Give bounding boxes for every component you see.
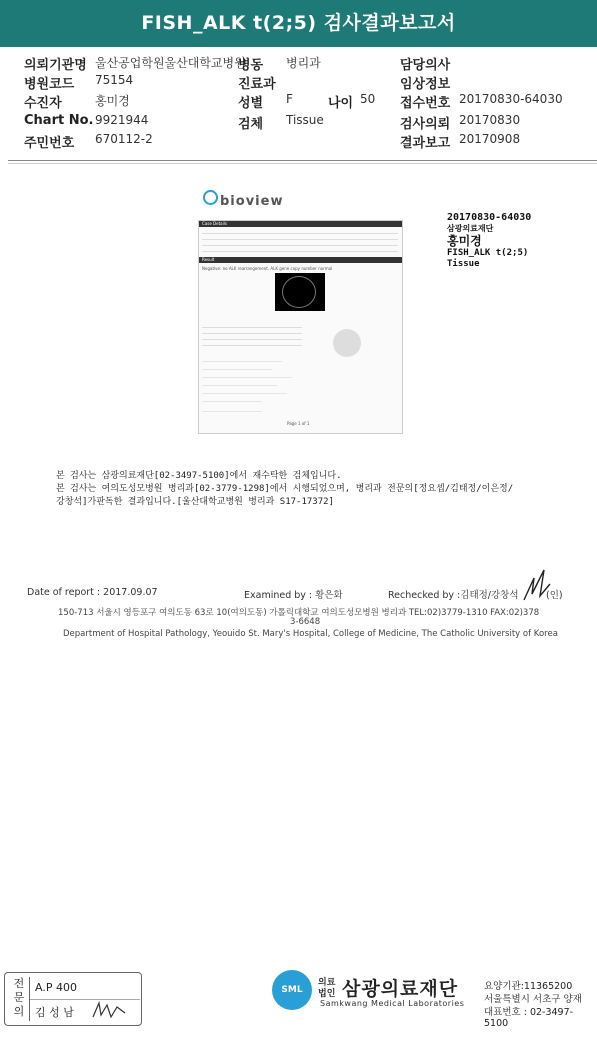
info-row — [0, 92, 597, 111]
label-chart-no: Chart No. — [24, 113, 94, 128]
label-sex: 성별 — [238, 96, 264, 111]
lab-department: Department of Hospital Pathology, Yeouido St. Mary's Hospital, College of Medicine, The Catholic University of Korea — [63, 629, 558, 639]
organization-name: 삼광의료재단 — [342, 978, 459, 1000]
bioview-logo-text: bioview — [220, 194, 284, 209]
info-row — [0, 113, 597, 132]
footer — [0, 968, 597, 1038]
label-physician: 담당의사 — [400, 58, 451, 73]
sml-logo: SML — [272, 970, 312, 1010]
report-rule — [202, 385, 277, 386]
specialist-license: A.P 400 — [35, 981, 77, 994]
label-accession-no: 접수번호 — [400, 96, 451, 111]
value-request-date: 20170830 — [459, 113, 521, 127]
stamp-test-name: FISH_ALK t(2;5) — [447, 248, 529, 258]
report-rule — [202, 333, 302, 334]
lab-address: 150-713 서울시 영등포구 여의도동 63로 10(여의도동) 가톨릭대학교 여의도성모병원 병리과 TEL:02)3779-1310 FAX:02)378 — [58, 608, 540, 618]
report-rule — [202, 361, 282, 362]
label-specimen: 검체 — [238, 117, 264, 132]
value-referring-institution: 울산공업학원울산대학교병원 — [95, 56, 246, 70]
report-result-text: Negative: no ALK rearrangement. ALK gene copy number normal — [202, 266, 333, 271]
specialist-label-char: 문 — [13, 991, 25, 1004]
value-patient: 홍미경 — [95, 94, 130, 108]
report-rule — [202, 345, 302, 346]
label-referring-institution: 의뢰기관명 — [24, 58, 87, 73]
stamp-organization: 삼광의료재단 — [447, 224, 494, 233]
fish-cell-image — [275, 273, 325, 311]
specialist-label — [9, 977, 30, 1021]
institution-code: 요양기관:11365200 — [484, 981, 573, 992]
stamp-specimen: Tissue — [447, 259, 480, 269]
label-ward: 병동 — [238, 58, 264, 73]
label-patient: 수진자 — [24, 96, 62, 111]
embedded-fish-report — [198, 220, 403, 434]
organization-address: 서울특별시 서초구 양재 — [484, 994, 582, 1005]
report-rule — [202, 401, 262, 402]
specimen-stamp — [447, 212, 531, 270]
report-section-bar — [199, 221, 402, 227]
bioview-circle-icon — [203, 190, 218, 205]
report-section-result: Result — [202, 257, 215, 262]
report-section-case-details: Case Details — [202, 221, 227, 226]
report-rule — [202, 327, 302, 328]
value-sex: F — [286, 92, 293, 106]
value-report-date: 20170908 — [459, 132, 521, 146]
bioview-logo — [203, 190, 283, 209]
value-ward: 병리과 — [286, 56, 321, 70]
legal-entity-line: 의료 — [318, 978, 336, 988]
info-row — [0, 73, 597, 92]
stamp-accession-id: 20170830-64030 — [447, 212, 532, 223]
note-line: 본 검사는 삼광의료재단[02-3497-5100]에서 재수탁한 검체입니다. — [56, 471, 342, 481]
lab-address-cont: 3-6648 — [290, 617, 321, 627]
note-line: 본 검사는 여의도성모병원 병리과[02-3779-1298]에서 시행되었으며, 병리과 전문의[정요셉/김태정/이은정/ — [56, 484, 514, 494]
specialist-name: 김 성 남 — [35, 1006, 74, 1019]
cell-nucleus — [282, 276, 316, 308]
report-rule — [202, 411, 262, 412]
report-rule — [202, 393, 287, 394]
report-title-bar — [0, 0, 597, 47]
stamp-patient-name: 홍미경 — [447, 234, 482, 248]
legal-entity-line: 법인 — [318, 989, 336, 999]
value-hospital-code: 75154 — [95, 73, 134, 87]
note-line: 강창석]가판독한 결과입니다.[울산대학교병원 병리과 S17-17372] — [56, 497, 334, 507]
date-of-report: Date of report : 2017.09.07 — [27, 587, 158, 598]
report-rule — [202, 339, 302, 340]
label-age: 나이 — [328, 96, 354, 111]
report-pie-chart — [333, 329, 361, 357]
report-rule — [202, 245, 398, 246]
specialist-label-char: 전 — [13, 977, 25, 990]
info-row — [0, 54, 597, 73]
label-request-date: 검사의뢰 — [400, 117, 451, 132]
main-phone: 대표번호 : 02-3497-5100 — [484, 1007, 574, 1029]
legal-entity-label — [318, 978, 335, 1000]
specialist-label-char: 의 — [13, 1005, 25, 1018]
specialist-signature — [91, 999, 131, 1021]
report-pager: Page 1 of 1 — [287, 421, 310, 426]
divider — [8, 163, 597, 164]
value-age: 50 — [360, 92, 376, 106]
info-row — [0, 132, 597, 151]
label-department: 진료과 — [238, 77, 276, 92]
label-report-date: 결과보고 — [400, 136, 451, 151]
value-specimen: Tissue — [286, 113, 324, 127]
value-resident-no: 670112-2 — [95, 132, 153, 146]
rechecked-by: Rechecked by :김태정/강창석 — [388, 590, 519, 601]
report-rule — [202, 251, 398, 252]
report-rule — [202, 369, 272, 370]
label-clinical-info: 임상정보 — [400, 77, 451, 92]
examined-by: Examined by : 황은화 — [244, 590, 343, 601]
seal-mark: (인) — [546, 590, 563, 601]
label-resident-no: 주민번호 — [24, 136, 75, 151]
value-chart-no: 9921944 — [95, 113, 149, 127]
report-title: FISH_ALK t(2;5) 검사결과보고서 — [141, 12, 456, 34]
organization-name-en: Samkwang Medical Laboratories — [320, 999, 465, 1008]
value-accession-no: 20170830-64030 — [459, 92, 563, 106]
divider — [8, 160, 597, 161]
label-hospital-code: 병원코드 — [24, 77, 75, 92]
specialist-box — [4, 972, 142, 1026]
report-section-bar — [199, 257, 402, 263]
report-rule — [202, 233, 398, 234]
report-rule — [202, 377, 292, 378]
report-rule — [202, 239, 398, 240]
